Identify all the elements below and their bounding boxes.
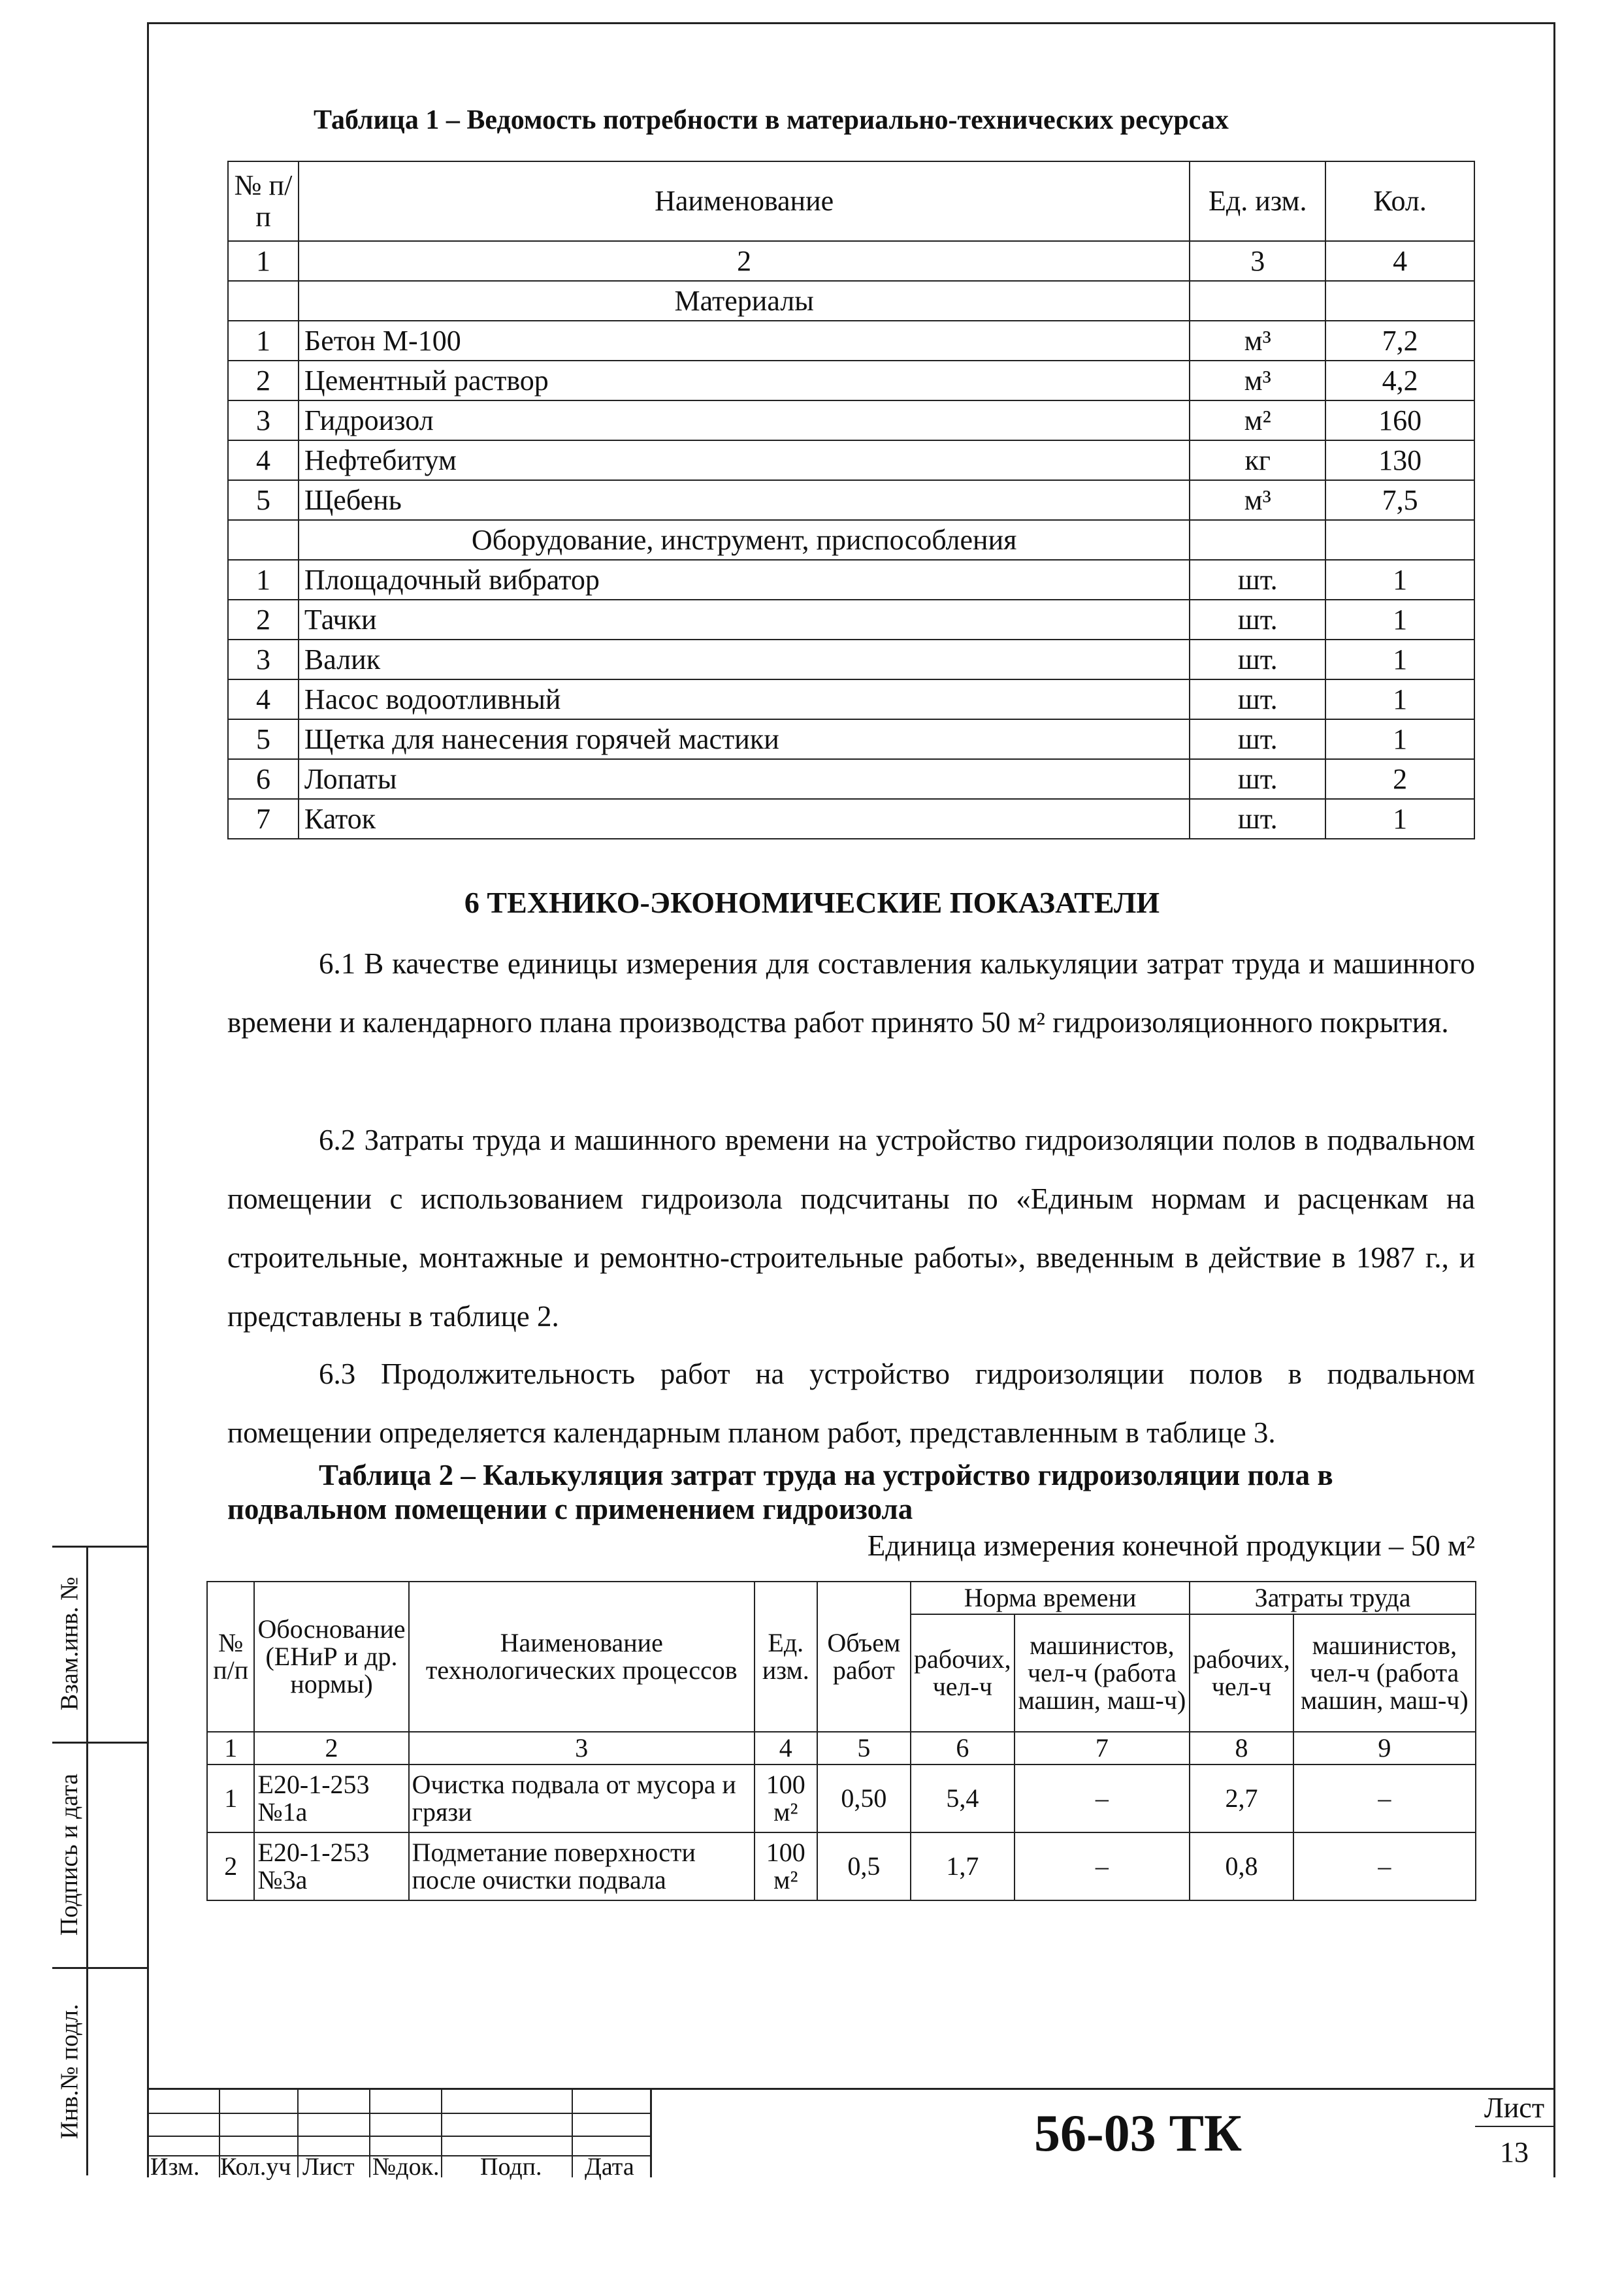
volume-cell: 0,5 bbox=[817, 1832, 911, 1900]
column-number-row bbox=[228, 241, 1474, 281]
norm-workers-cell: 1,7 bbox=[911, 1832, 1015, 1900]
row-number: 2 bbox=[228, 361, 299, 400]
t2-h-basis: Обоснование (ЕНиР и др. нормы) bbox=[254, 1582, 408, 1732]
item-unit: м² bbox=[1190, 400, 1325, 440]
column-number-cell: 4 bbox=[1325, 241, 1474, 281]
volume-cell: 0,50 bbox=[817, 1764, 911, 1832]
item-name: Каток bbox=[299, 799, 1190, 839]
item-unit: кг bbox=[1190, 440, 1325, 480]
t2-h-unit: Ед. изм. bbox=[755, 1582, 817, 1732]
t2-h-num: № п/п bbox=[207, 1582, 254, 1732]
table-row bbox=[228, 679, 1474, 719]
item-unit: шт. bbox=[1190, 799, 1325, 839]
side-sign-label: Подпись и дата bbox=[56, 1773, 84, 1936]
column-number-cell: 1 bbox=[207, 1732, 254, 1764]
t2-h-norm: Норма времени bbox=[911, 1582, 1190, 1614]
table-row bbox=[228, 361, 1474, 400]
empty-cell bbox=[1190, 281, 1325, 321]
t2-h-norm-machinists: машинистов, чел-ч (работа машин, маш-ч) bbox=[1015, 1614, 1190, 1732]
row-number: 1 bbox=[207, 1764, 254, 1832]
item-quantity: 2 bbox=[1325, 759, 1474, 799]
resources-table bbox=[227, 161, 1475, 839]
row-number: 7 bbox=[228, 799, 299, 839]
item-quantity: 130 bbox=[1325, 440, 1474, 480]
empty-cell bbox=[228, 520, 299, 560]
stamp-label-koluch: Кол.уч bbox=[220, 2153, 291, 2181]
item-quantity: 1 bbox=[1325, 560, 1474, 600]
row-number: 5 bbox=[228, 719, 299, 759]
item-name: Щетка для нанесения горячей мастики bbox=[299, 719, 1190, 759]
norm-machinists-cell: – bbox=[1015, 1832, 1190, 1900]
side-vzam-label: Взам.инв. № bbox=[56, 1576, 84, 1711]
item-unit: шт. bbox=[1190, 560, 1325, 600]
item-quantity: 1 bbox=[1325, 679, 1474, 719]
item-quantity: 1 bbox=[1325, 600, 1474, 640]
row-number: 2 bbox=[207, 1832, 254, 1900]
section-label: Оборудование, инструмент, приспособления bbox=[299, 520, 1190, 560]
item-unit: м³ bbox=[1190, 361, 1325, 400]
row-number: 5 bbox=[228, 480, 299, 520]
row-number: 3 bbox=[228, 640, 299, 679]
item-name: Щебень bbox=[299, 480, 1190, 520]
table-row bbox=[228, 321, 1474, 361]
column-number-cell: 5 bbox=[817, 1732, 911, 1764]
table-header-cell: Кол. bbox=[1325, 161, 1474, 241]
item-name: Нефтебитум bbox=[299, 440, 1190, 480]
item-unit: м³ bbox=[1190, 321, 1325, 361]
item-quantity: 4,2 bbox=[1325, 361, 1474, 400]
t2-h-cost-workers: рабочих, чел-ч bbox=[1190, 1614, 1293, 1732]
column-number-cell: 4 bbox=[755, 1732, 817, 1764]
paragraph-6-2: 6.2 Затраты труда и машинного времени на устройство гидроизоляции полов в подвальном помещении с использованием гидроизола подсчитаны по «Единым нормам и расценкам на строительные, монтажные и ремонтно-строительные работы», введенным в действие в 1987 г., и представлены в таблице 2. bbox=[227, 1124, 1475, 1333]
stamp-label-izm: Изм. bbox=[150, 2153, 200, 2181]
column-number-cell: 6 bbox=[911, 1732, 1015, 1764]
table-row bbox=[228, 560, 1474, 600]
item-unit: шт. bbox=[1190, 600, 1325, 640]
item-unit: шт. bbox=[1190, 640, 1325, 679]
process-name: Подметание поверхности после очистки подвала bbox=[409, 1832, 755, 1900]
t2-h-norm-workers: рабочих, чел-ч bbox=[911, 1614, 1015, 1732]
table-row bbox=[228, 799, 1474, 839]
process-name: Очистка подвала от мусора и грязи bbox=[409, 1764, 755, 1832]
unit-cell: 100 м² bbox=[755, 1764, 817, 1832]
item-unit: шт. bbox=[1190, 679, 1325, 719]
basis-cell: Е20-1-253 №1а bbox=[254, 1764, 408, 1832]
row-number: 1 bbox=[228, 321, 299, 361]
item-name: Валик bbox=[299, 640, 1190, 679]
table-row bbox=[228, 719, 1474, 759]
item-name: Площадочный вибратор bbox=[299, 560, 1190, 600]
table-row bbox=[228, 600, 1474, 640]
table-row bbox=[228, 759, 1474, 799]
row-number: 2 bbox=[228, 600, 299, 640]
cost-machinists-cell: – bbox=[1293, 1764, 1476, 1832]
column-number-cell: 2 bbox=[299, 241, 1190, 281]
stamp-label-data: Дата bbox=[585, 2153, 634, 2181]
table-row bbox=[228, 400, 1474, 440]
empty-cell bbox=[1325, 520, 1474, 560]
section6-title: 6 ТЕХНИКО-ЭКОНОМИЧЕСКИЕ ПОКАЗАТЕЛИ bbox=[464, 886, 1160, 919]
column-number-row bbox=[207, 1732, 1476, 1764]
column-number-cell: 1 bbox=[228, 241, 299, 281]
column-number-cell: 9 bbox=[1293, 1732, 1476, 1764]
table-row bbox=[228, 440, 1474, 480]
item-quantity: 1 bbox=[1325, 640, 1474, 679]
cost-workers-cell: 2,7 bbox=[1190, 1764, 1293, 1832]
item-name: Тачки bbox=[299, 600, 1190, 640]
empty-cell bbox=[228, 281, 299, 321]
item-quantity: 1 bbox=[1325, 799, 1474, 839]
sheet-number: 13 bbox=[1500, 2136, 1529, 2168]
document-code: 56-03 ТК bbox=[650, 2090, 1624, 2177]
table-row bbox=[228, 640, 1474, 679]
paragraph-6-1: 6.1 В качестве единицы измерения для составления калькуляции затрат труда и машинного времени и календарного плана производства работ принято 50 м² гидроизоляционного покрытия. bbox=[227, 947, 1475, 1039]
item-unit: шт. bbox=[1190, 719, 1325, 759]
table-header-cell: Ед. изм. bbox=[1190, 161, 1325, 241]
column-number-cell: 7 bbox=[1015, 1732, 1190, 1764]
item-name: Насос водоотливный bbox=[299, 679, 1190, 719]
basis-cell: Е20-1-253 №3а bbox=[254, 1832, 408, 1900]
section-label: Материалы bbox=[299, 281, 1190, 321]
cost-workers-cell: 0,8 bbox=[1190, 1832, 1293, 1900]
norm-workers-cell: 5,4 bbox=[911, 1764, 1015, 1832]
table-row bbox=[207, 1832, 1476, 1900]
table-header-cell: № п/п bbox=[228, 161, 299, 241]
item-quantity: 1 bbox=[1325, 719, 1474, 759]
stamp-label-list: Лист bbox=[302, 2153, 355, 2181]
table-header-row bbox=[228, 161, 1474, 241]
item-name: Гидроизол bbox=[299, 400, 1190, 440]
table1-title: Таблица 1 – Ведомость потребности в материально-технических ресурсах bbox=[314, 105, 1229, 135]
item-name: Цементный раствор bbox=[299, 361, 1190, 400]
column-number-cell: 8 bbox=[1190, 1732, 1293, 1764]
item-unit: м³ bbox=[1190, 480, 1325, 520]
side-inv-label: Инв.№ подл. bbox=[56, 2003, 84, 2139]
column-number-cell: 3 bbox=[409, 1732, 755, 1764]
row-number: 4 bbox=[228, 679, 299, 719]
title-block bbox=[147, 2088, 1553, 2181]
unit-cell: 100 м² bbox=[755, 1832, 817, 1900]
table-row bbox=[207, 1764, 1476, 1832]
norm-machinists-cell: – bbox=[1015, 1764, 1190, 1832]
item-name: Лопаты bbox=[299, 759, 1190, 799]
row-number: 1 bbox=[228, 560, 299, 600]
column-number-cell: 3 bbox=[1190, 241, 1325, 281]
empty-cell bbox=[1190, 520, 1325, 560]
section-row bbox=[228, 281, 1474, 321]
paragraph-6-3: 6.3 Продолжительность работ на устройство гидроизоляции полов в подвальном помещении определяется календарным планом работ, представленным в таблице 3. bbox=[227, 1358, 1475, 1449]
labor-table bbox=[206, 1581, 1476, 1901]
item-quantity: 7,2 bbox=[1325, 321, 1474, 361]
row-number: 6 bbox=[228, 759, 299, 799]
section-row bbox=[228, 520, 1474, 560]
side-stamp bbox=[52, 1546, 147, 2175]
stamp-label-ndok: №док. bbox=[372, 2153, 440, 2181]
table2-title: Таблица 2 – Калькуляция затрат труда на устройство гидроизоляции пола в подвальном помещении с применением гидроизола bbox=[227, 1459, 1333, 1525]
column-number-cell: 2 bbox=[254, 1732, 408, 1764]
t2-h-name: Наименование технологических процессов bbox=[409, 1582, 755, 1732]
t2-h-cost-machinists: машинистов, чел-ч (работа машин, маш-ч) bbox=[1293, 1614, 1476, 1732]
row-number: 4 bbox=[228, 440, 299, 480]
t2-h-cost: Затраты труда bbox=[1190, 1582, 1476, 1614]
table-row bbox=[228, 480, 1474, 520]
sheet-label: Лист bbox=[1475, 2090, 1553, 2127]
empty-cell bbox=[1325, 281, 1474, 321]
cost-machinists-cell: – bbox=[1293, 1832, 1476, 1900]
unit-note: Единица измерения конечной продукции – 50 м² bbox=[867, 1529, 1475, 1562]
stamp-label-podp: Подп. bbox=[480, 2153, 542, 2181]
item-quantity: 160 bbox=[1325, 400, 1474, 440]
item-quantity: 7,5 bbox=[1325, 480, 1474, 520]
item-name: Бетон М-100 bbox=[299, 321, 1190, 361]
table-header-cell: Наименование bbox=[299, 161, 1190, 241]
row-number: 3 bbox=[228, 400, 299, 440]
item-unit: шт. bbox=[1190, 759, 1325, 799]
t2-h-volume: Объем работ bbox=[817, 1582, 911, 1732]
